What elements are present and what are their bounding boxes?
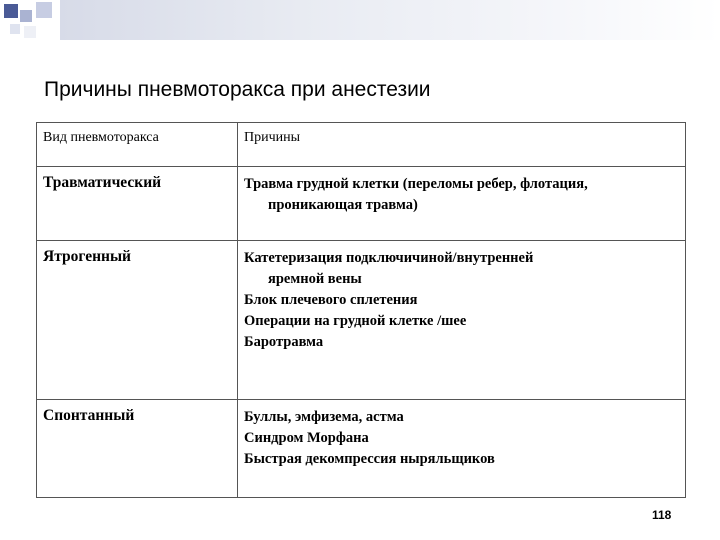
top-decorative-band	[0, 0, 720, 40]
table-header-row	[37, 123, 686, 167]
cause-line: проникающая травма)	[268, 197, 418, 213]
table-row	[37, 167, 686, 241]
cause-line: Операции на грудной клетке /шее	[244, 313, 467, 329]
header-type: Вид пневмоторакса	[37, 123, 238, 167]
cause-line: Травма грудной клетки (переломы ребер, флотация,	[244, 176, 588, 192]
type-cell	[37, 400, 238, 498]
decorative-square	[10, 24, 20, 34]
cause-line: Буллы, эмфизема, астма	[244, 409, 404, 425]
cause-line: яремной вены	[268, 271, 362, 287]
causes-cell	[238, 400, 686, 498]
type-label: Спонтанный	[43, 407, 135, 424]
decorative-square	[4, 4, 18, 18]
decorative-square	[24, 26, 36, 38]
cause-line: Баротравма	[244, 334, 324, 350]
causes-cell	[238, 167, 686, 241]
cause-line: Катетеризация подключичиной/внутренней	[244, 250, 534, 266]
cause-line: Блок плечевого сплетения	[244, 292, 418, 308]
table-row	[37, 241, 686, 400]
type-label: Травматический	[43, 174, 162, 191]
type-cell	[37, 167, 238, 241]
page-number: 118	[652, 508, 672, 522]
decorative-square	[20, 10, 32, 22]
cause-line: Быстрая декомпрессия ныряльщиков	[244, 451, 495, 467]
decorative-square	[36, 2, 52, 18]
table-row	[37, 400, 686, 498]
type-label: Ятрогенный	[43, 248, 131, 265]
causes-table	[36, 122, 686, 498]
causes-cell	[238, 241, 686, 400]
header-causes: Причины	[238, 123, 686, 167]
type-cell	[37, 241, 238, 400]
slide-title: Причины пневмоторакса при анестезии	[44, 78, 431, 101]
cause-line: Синдром Морфана	[244, 430, 369, 446]
